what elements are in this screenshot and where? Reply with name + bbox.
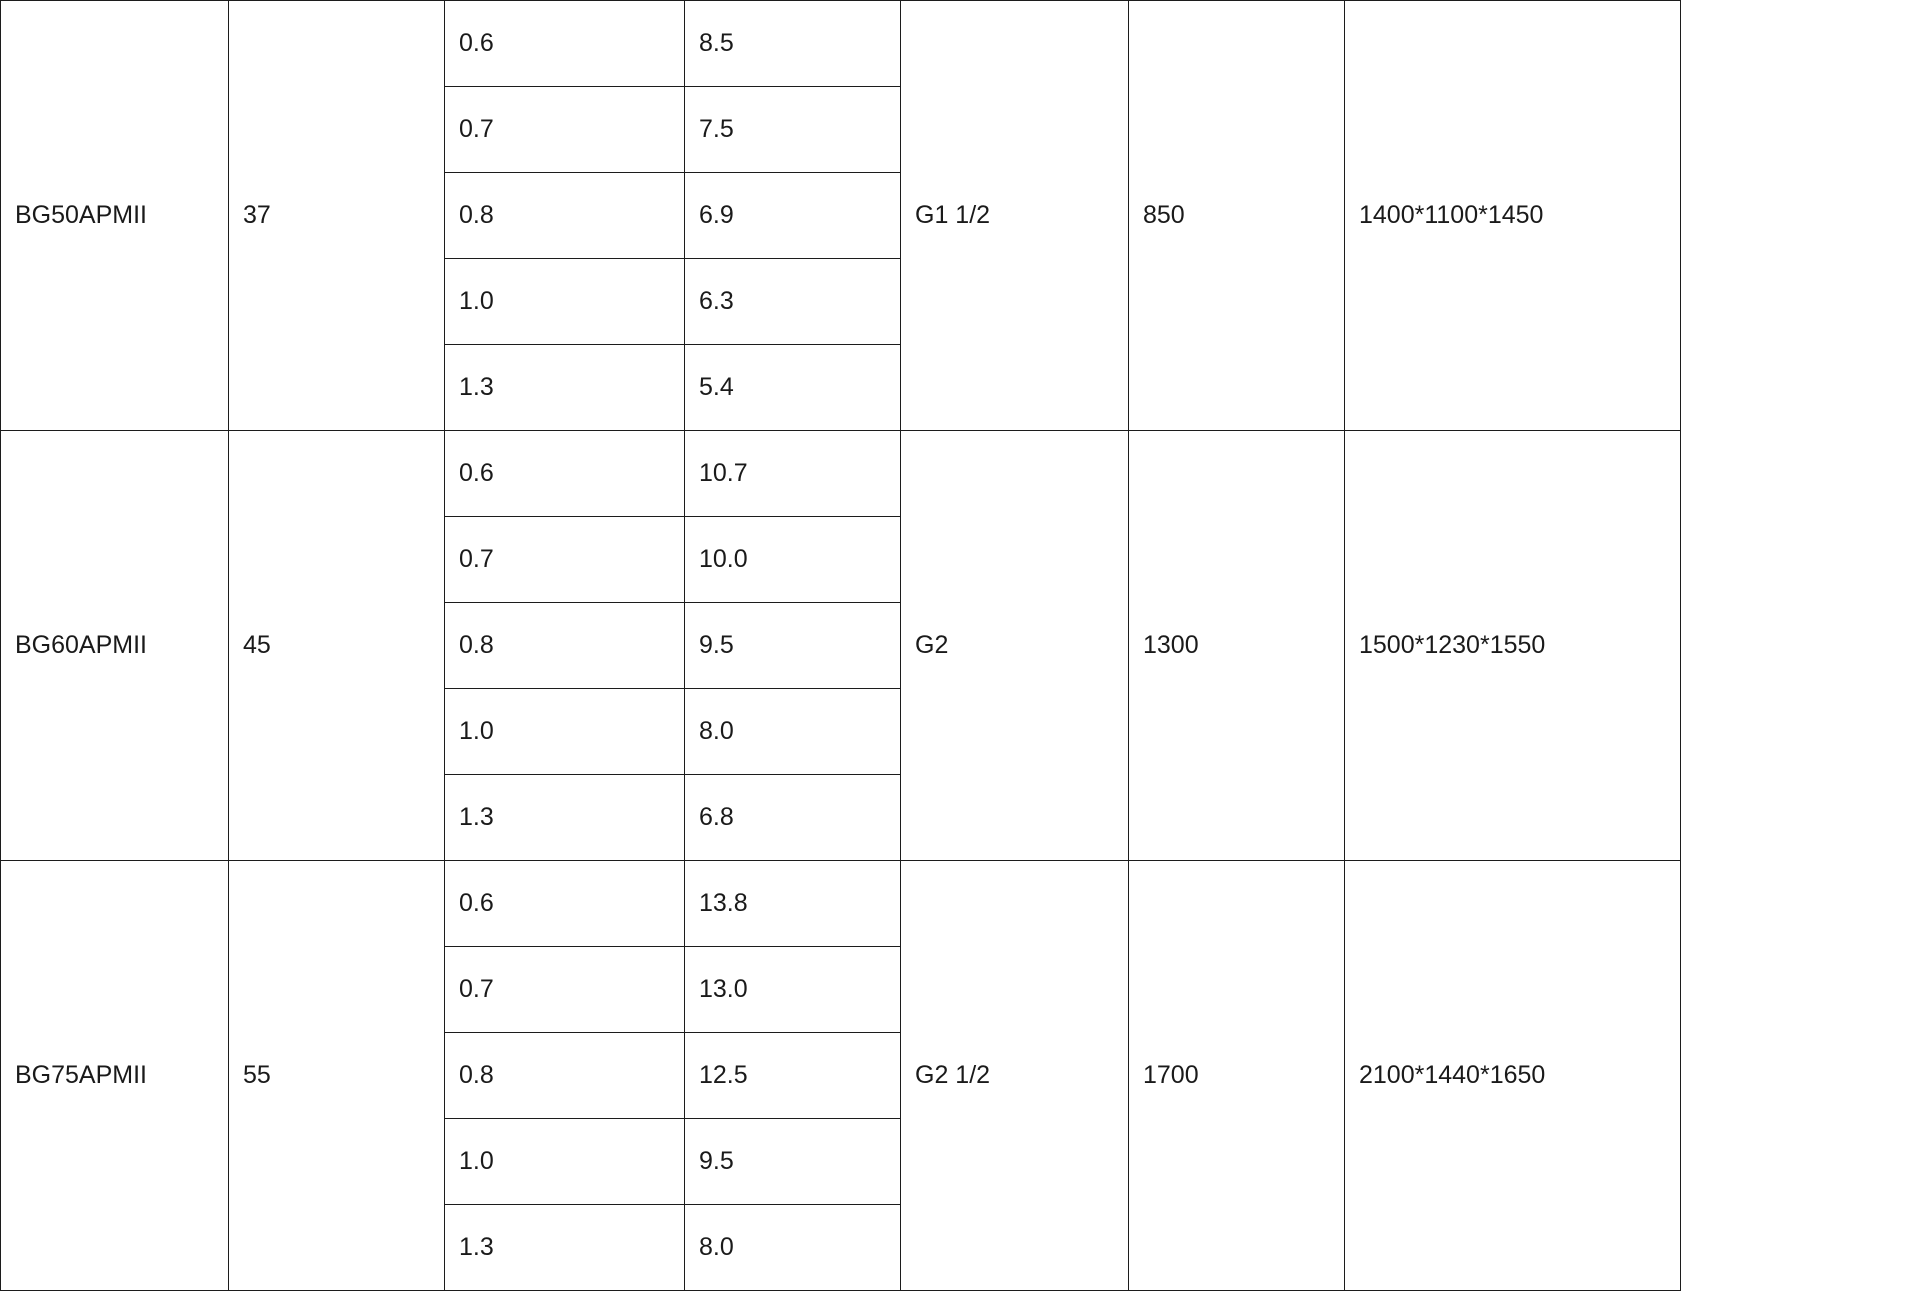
air-outlet-cell: G2 1/2 bbox=[901, 861, 1129, 1291]
flow-cell: 10.7 bbox=[685, 431, 901, 517]
table-row bbox=[1, 1, 1681, 87]
pressure-cell: 0.7 bbox=[445, 517, 685, 603]
air-outlet-cell: G1 1/2 bbox=[901, 1, 1129, 431]
flow-cell: 13.0 bbox=[685, 947, 901, 1033]
pressure-cell: 0.8 bbox=[445, 1033, 685, 1119]
pressure-cell: 0.6 bbox=[445, 431, 685, 517]
pressure-cell: 1.0 bbox=[445, 259, 685, 345]
table-row bbox=[1, 861, 1681, 947]
model-cell: BG50APMII bbox=[1, 1, 229, 431]
flow-cell: 8.5 bbox=[685, 1, 901, 87]
power-cell: 37 bbox=[229, 1, 445, 431]
flow-cell: 8.0 bbox=[685, 689, 901, 775]
flow-cell: 5.4 bbox=[685, 345, 901, 431]
pressure-cell: 0.6 bbox=[445, 1, 685, 87]
pressure-cell: 1.0 bbox=[445, 1119, 685, 1205]
dimensions-cell: 1500*1230*1550 bbox=[1345, 431, 1681, 861]
flow-cell: 8.0 bbox=[685, 1205, 901, 1291]
power-cell: 45 bbox=[229, 431, 445, 861]
flow-cell: 6.9 bbox=[685, 173, 901, 259]
power-cell: 55 bbox=[229, 861, 445, 1291]
weight-cell: 1700 bbox=[1129, 861, 1345, 1291]
flow-cell: 9.5 bbox=[685, 1119, 901, 1205]
flow-cell: 6.8 bbox=[685, 775, 901, 861]
weight-cell: 1300 bbox=[1129, 431, 1345, 861]
model-cell: BG60APMII bbox=[1, 431, 229, 861]
model-cell: BG75APMII bbox=[1, 861, 229, 1291]
flow-cell: 10.0 bbox=[685, 517, 901, 603]
air-outlet-cell: G2 bbox=[901, 431, 1129, 861]
pressure-cell: 0.7 bbox=[445, 87, 685, 173]
weight-cell: 850 bbox=[1129, 1, 1345, 431]
pressure-cell: 1.3 bbox=[445, 1205, 685, 1291]
dimensions-cell: 2100*1440*1650 bbox=[1345, 861, 1681, 1291]
pressure-cell: 1.3 bbox=[445, 775, 685, 861]
flow-cell: 6.3 bbox=[685, 259, 901, 345]
pressure-cell: 0.6 bbox=[445, 861, 685, 947]
flow-cell: 12.5 bbox=[685, 1033, 901, 1119]
pressure-cell: 0.7 bbox=[445, 947, 685, 1033]
pressure-cell: 0.8 bbox=[445, 173, 685, 259]
pressure-cell: 0.8 bbox=[445, 603, 685, 689]
pressure-cell: 1.3 bbox=[445, 345, 685, 431]
pressure-cell: 1.0 bbox=[445, 689, 685, 775]
flow-cell: 9.5 bbox=[685, 603, 901, 689]
flow-cell: 7.5 bbox=[685, 87, 901, 173]
table-row bbox=[1, 431, 1681, 517]
dimensions-cell: 1400*1100*1450 bbox=[1345, 1, 1681, 431]
flow-cell: 13.8 bbox=[685, 861, 901, 947]
